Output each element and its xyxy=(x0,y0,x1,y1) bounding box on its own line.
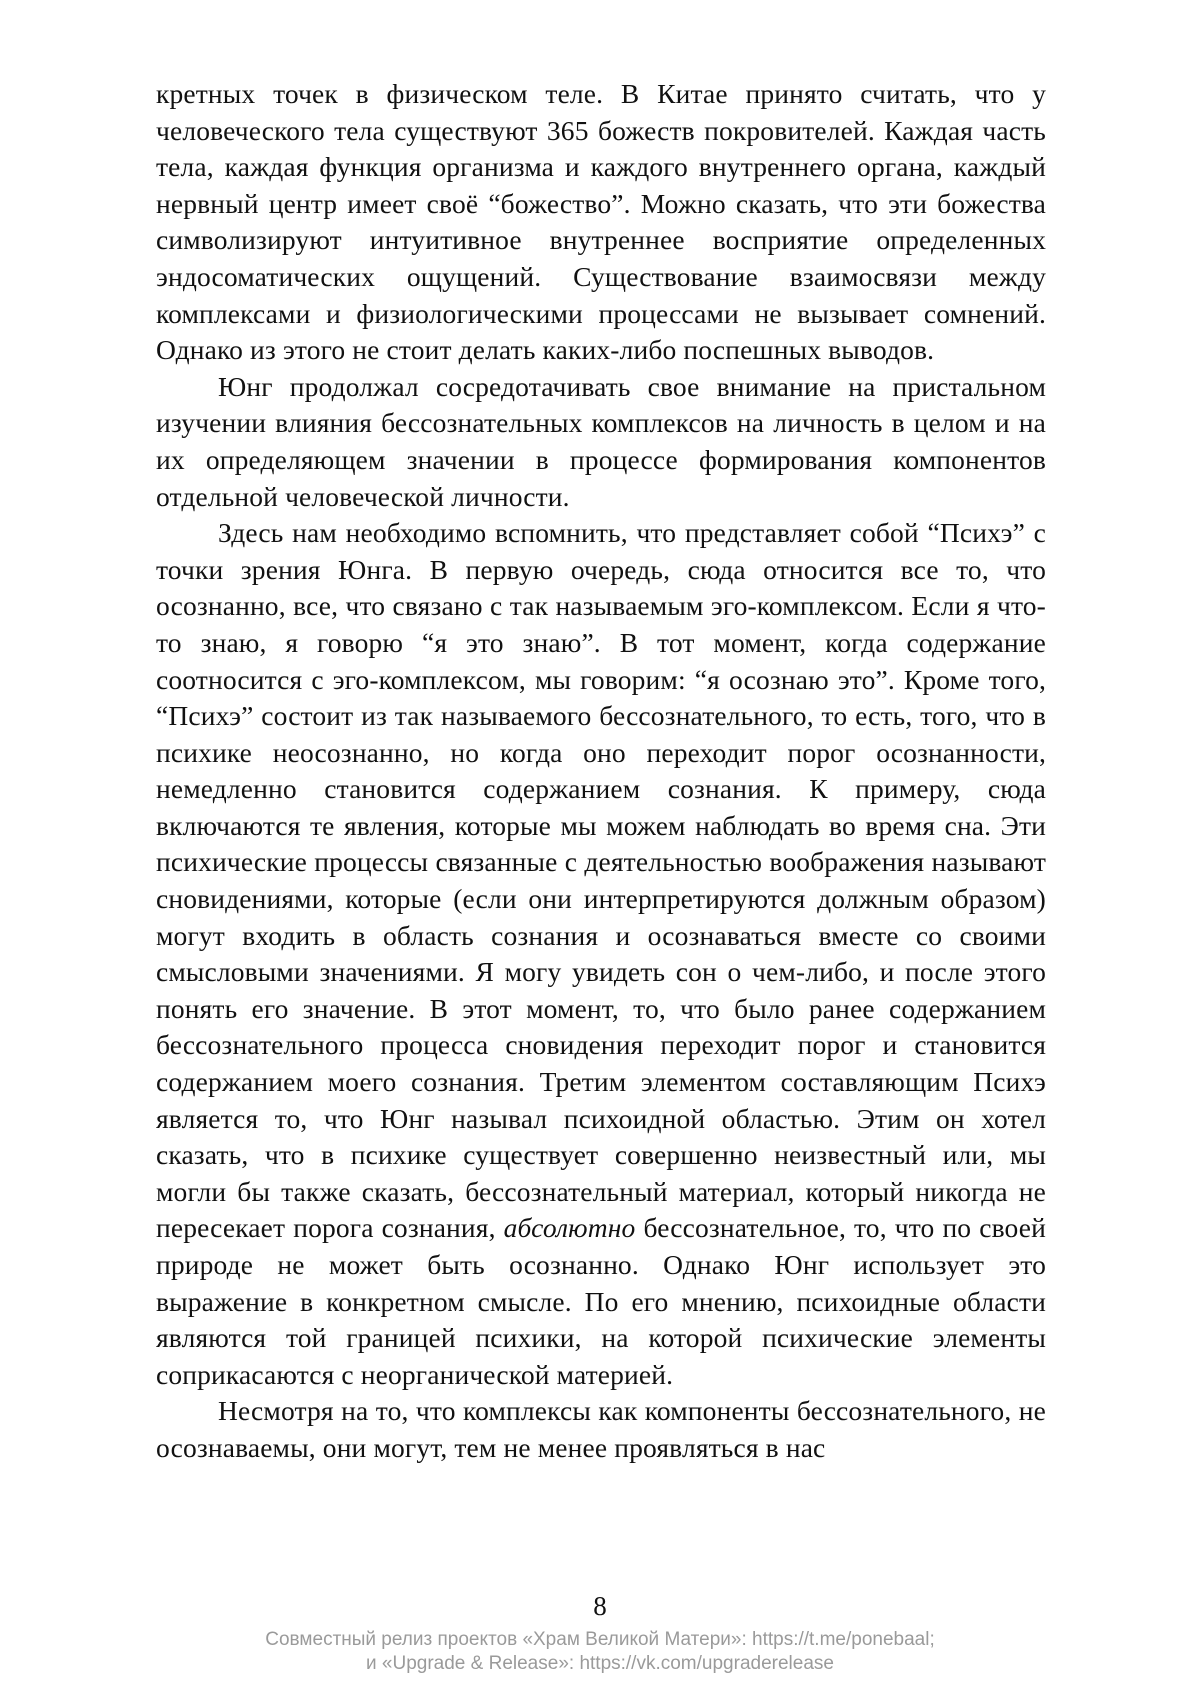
paragraph xyxy=(156,369,1046,515)
body-text xyxy=(156,76,1046,1467)
italic-emphasis: абсолютно xyxy=(504,1212,636,1243)
paragraph xyxy=(156,515,1046,1393)
paragraph-text: кретных точек в физическом теле. В Китае принято считать, что у человеческого тела существуют 365 божеств покровителей. Каждая часть тела, каждая функция организма и каждого внут­реннего органа, каждый нервный центр имеет своё “божество”. Можно сказать, что эти божества символизируют интуитивное внутреннее восприятие определенных эндосоматических ощуще­ний. Существование взаимосвязи между комплексами и физиоло­гическими процессами не вызывает сомнений. Однако из этого не стоит делать каких-либо поспешных выводов. xyxy=(156,78,1046,365)
footer-line: и «Upgrade & Release»: https://vk.com/upgraderelease xyxy=(0,1652,1200,1676)
paragraph-text: бессознательное, то, что по своей природе не может быть осознанно. Однако Юнг использует это выражение в конкретном смысле. По его мнению, психоидные области являются той границей психики, на которой психические элементы соприкасаются с неорганической материей. xyxy=(156,1212,1046,1389)
paragraph xyxy=(156,76,1046,369)
paragraph xyxy=(156,1393,1046,1466)
book-page xyxy=(0,0,1200,1700)
paragraph-text: Юнг продолжал сосредотачивать свое внимание на присталь­ном изучении влияния бессознательных комплексов на личность в целом и на их определяющем значении в процессе формирова­ния компонентов отдельной человеческой личности. xyxy=(156,371,1046,512)
paragraph-text: Здесь нам необходимо вспомнить, что представляет собой “Психэ” с точки зрения Юнга. В первую очередь, сюда отно­сится все то, что осознанно, все, что связано с так называемым эго-комплексом. Если я что-то знаю, я говорю “я это знаю”. В тот момент, когда содержание соотносится с эго-комплексом, мы говорим: “я осознаю это”. Кроме того, “Психэ” состоит из так называемого бессознательного, то есть, того, что в психике неосо­знанно, но когда оно переходит порог осознанности, немедленно становится содержанием сознания. К примеру, сюда включаются те явления, которые мы можем наблюдать во время сна. Эти психические процессы связанные с деятельностью воображения называют сновидениями, которые (если они интерпретируются должным образом) могут входить в область сознания и осозна­ваться вместе со своими смысловыми значениями. Я могу увидеть сон о чем-либо, и после этого понять его значение. В этот мо­мент, то, что было ранее содержанием бессознательного процесса сновидения переходит порог и становится содержанием моего сознания. Третим элементом составляющим Психэ является то, что Юнг называл психоидной областью. Этим он хотел сказать, что в психике существует совершенно неизвестный или, мы могли бы также сказать, бессознательный материал, который никогда не пересекает порога сознания, xyxy=(156,517,1046,1243)
page-number: 8 xyxy=(0,1590,1200,1622)
release-footer xyxy=(0,1628,1200,1676)
footer-line: Совместный релиз проектов «Храм Великой Матери»: https://t.me/ponebaal; xyxy=(0,1628,1200,1652)
paragraph-text: Несмотря на то, что комплексы как компоненты бессознатель­ного, не осознаваемы, они могут, тем не менее проявляться в нас xyxy=(156,1395,1046,1463)
